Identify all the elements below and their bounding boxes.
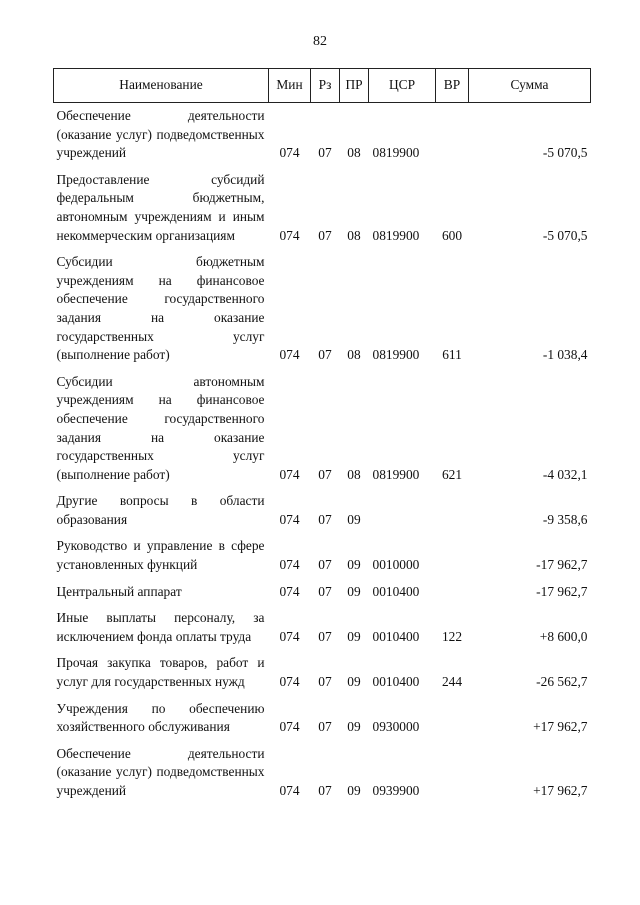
budget-table: [53, 68, 591, 809]
row-csr: 0010400: [372, 583, 420, 599]
row-rz: 07: [318, 466, 332, 482]
row-name: Центральный аппарат: [56, 583, 182, 599]
row-min: 074: [279, 347, 300, 363]
row-vr: [436, 492, 469, 537]
row-pr: 09: [347, 511, 361, 527]
row-name: Субсидии бюджетным учреждениям на финансовое обеспечение государственного задания на оказание государственных услуг (выполнение работ): [56, 254, 265, 363]
row-vr: 244: [441, 674, 463, 690]
header-csr: ЦСР: [369, 69, 436, 103]
table-row: [54, 583, 591, 610]
row-pr: 08: [347, 145, 361, 161]
row-rz: 07: [318, 674, 332, 690]
row-csr: 0819900: [372, 145, 420, 161]
row-min: 074: [279, 674, 300, 690]
header-rz: Рз: [311, 69, 340, 103]
header-vr: ВР: [436, 69, 469, 103]
table-row: [54, 654, 591, 699]
row-pr: 09: [347, 719, 361, 735]
row-min: 074: [279, 719, 300, 735]
row-min: 074: [279, 583, 300, 599]
row-vr: [436, 745, 469, 809]
row-vr: [436, 103, 469, 171]
row-sum: -26 562,7: [536, 674, 588, 690]
row-sum: -5 070,5: [542, 145, 588, 161]
row-min: 074: [279, 227, 300, 243]
row-min: 074: [279, 628, 300, 644]
row-rz: 07: [318, 227, 332, 243]
header-pr: ПР: [340, 69, 369, 103]
row-name: Учреждения по обеспечению хозяйственного обслуживания: [56, 700, 265, 735]
table-row: [54, 700, 591, 745]
table-row: [54, 745, 591, 809]
header-sum: Сумма: [469, 69, 591, 103]
row-rz: 07: [318, 557, 332, 573]
row-pr: 09: [347, 783, 361, 798]
row-csr: 0819900: [372, 466, 420, 482]
row-sum: +8 600,0: [539, 628, 588, 644]
table-row: [54, 171, 591, 253]
row-vr: [436, 537, 469, 582]
row-sum: -4 032,1: [542, 466, 588, 482]
row-name: Другие вопросы в области образования: [56, 493, 265, 527]
row-vr: 600: [441, 227, 463, 243]
row-name: Обеспечение деятельности (оказание услуг) подведомственных учреждений: [56, 745, 265, 798]
row-vr: 122: [441, 628, 463, 644]
row-pr: 08: [347, 227, 361, 243]
row-sum: -17 962,7: [536, 557, 588, 573]
row-min: 074: [279, 511, 300, 527]
row-pr: 08: [347, 347, 361, 363]
row-sum: -17 962,7: [536, 583, 588, 599]
row-rz: 07: [318, 145, 332, 161]
row-name: Иные выплаты персоналу, за исключением фонда оплаты труда: [56, 610, 265, 644]
table-header-row: [54, 69, 591, 103]
table-body: [54, 103, 591, 809]
row-pr: 08: [347, 466, 361, 482]
row-csr: 0930000: [372, 719, 420, 735]
header-min: Мин: [269, 69, 311, 103]
row-rz: 07: [318, 347, 332, 363]
row-csr: [369, 492, 436, 537]
row-sum: -1 038,4: [542, 347, 588, 363]
row-vr: 611: [442, 347, 462, 363]
table-row: [54, 253, 591, 373]
row-vr: 621: [441, 466, 463, 482]
table-row: [54, 373, 591, 493]
row-csr: 0939900: [372, 783, 420, 798]
row-name: Руководство и управление в сфере установленных функций: [56, 538, 265, 573]
row-min: 074: [279, 145, 300, 161]
row-csr: 0010000: [372, 557, 420, 573]
row-sum: -9 358,6: [542, 511, 588, 527]
row-csr: 0819900: [372, 227, 420, 243]
table-row: [54, 609, 591, 654]
row-rz: 07: [318, 628, 332, 644]
row-csr: 0010400: [372, 628, 420, 644]
row-rz: 07: [318, 719, 332, 735]
row-csr: 0819900: [372, 347, 420, 363]
row-sum: +17 962,7: [533, 719, 588, 735]
header-name: Наименование: [54, 69, 269, 103]
row-rz: 07: [318, 511, 332, 527]
row-csr: 0010400: [372, 674, 420, 690]
row-min: 074: [279, 783, 300, 798]
row-pr: 09: [347, 674, 361, 690]
row-sum: +17 962,7: [533, 783, 588, 798]
table-row: [54, 103, 591, 171]
row-vr: [436, 583, 469, 610]
table-row: [54, 492, 591, 537]
page-number: 82: [313, 34, 327, 49]
row-pr: 09: [347, 557, 361, 573]
row-vr: [436, 700, 469, 745]
row-min: 074: [279, 557, 300, 573]
table-row: [54, 537, 591, 582]
row-name: Прочая закупка товаров, работ и услуг для государственных нужд: [56, 655, 265, 690]
row-rz: 07: [318, 783, 332, 798]
row-sum: -5 070,5: [542, 227, 588, 243]
row-min: 074: [279, 466, 300, 482]
row-pr: 09: [347, 583, 361, 599]
row-name: Предоставление субсидий федеральным бюджетным, автономным учреждениям и иным некоммерческим организациям: [56, 171, 265, 243]
row-rz: 07: [318, 583, 332, 599]
row-pr: 09: [347, 628, 361, 644]
row-name: Субсидии автономным учреждениям на финансовое обеспечение государственного задания на оказание государственных услуг (выполнение работ): [56, 373, 265, 482]
row-name: Обеспечение деятельности (оказание услуг) подведомственных учреждений: [56, 108, 265, 161]
